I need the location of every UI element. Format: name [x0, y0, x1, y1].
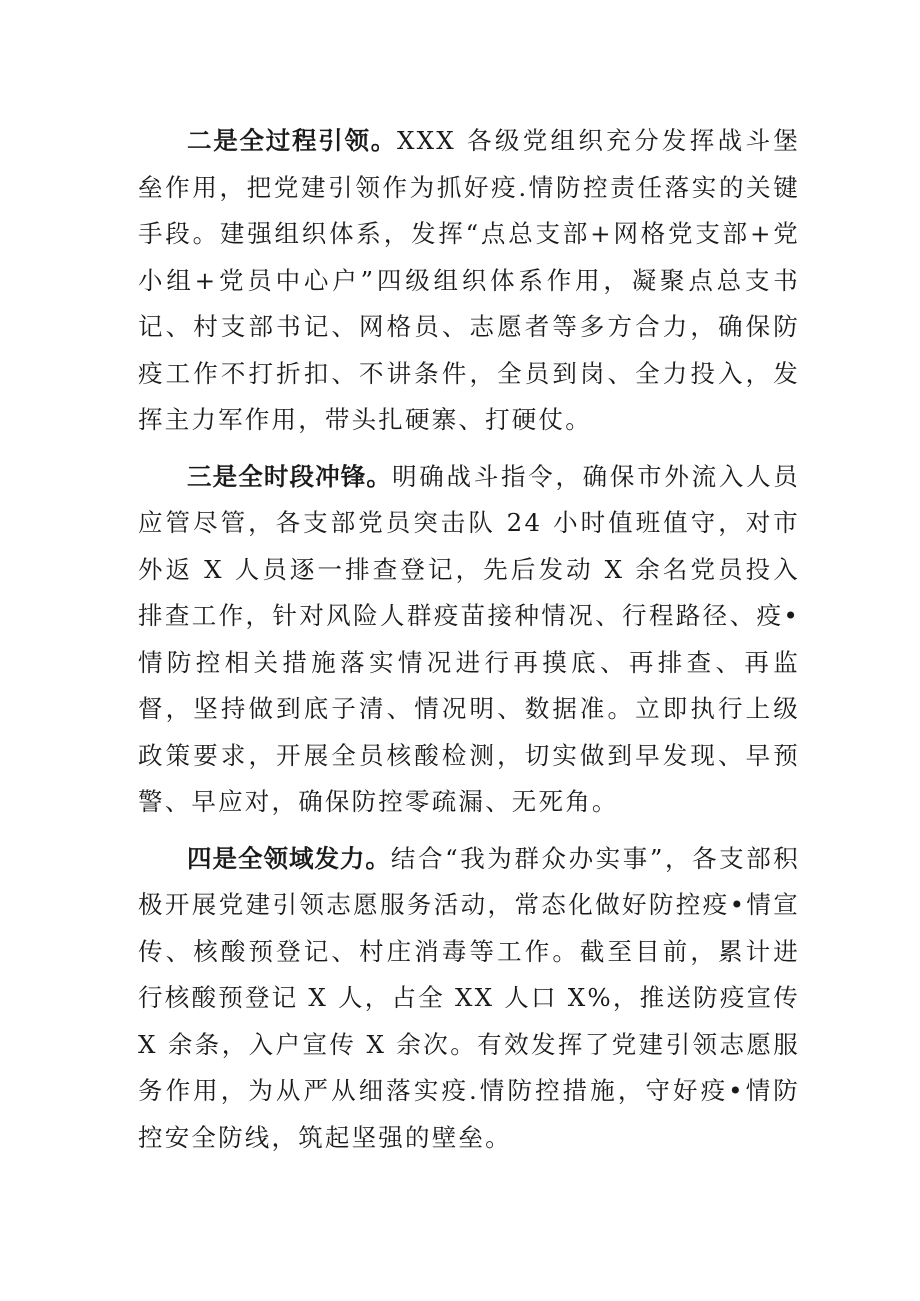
document-body [138, 118, 800, 1171]
paragraph-heading: 四是全领域发力。 [187, 843, 391, 873]
paragraph-heading: 二是全过程引领。 [187, 126, 397, 155]
paragraph-text: XXX 各级党组织充分发挥战斗堡垒作用，把党建引领作为抓好疫.情防控责任落实的关键手段。建强组织体系，发挥“点总支部+网格党支部+党小组+党员中心户”四级组织体系作用，凝聚点总支书记、村支部书记、网格员、志愿者等多方合力，确保防疫工作不打折扣、不讲条件，全员到岗、全力投入，发挥主力军作用，带头扎硬寨、打硬仗。 [138, 126, 800, 434]
paragraph-all-field-effort [138, 836, 800, 1162]
paragraph-heading: 三是全时段冲锋。 [187, 461, 393, 491]
paragraph-text: 结合“我为群众办实事”，各支部积极开展党建引领志愿服务活动，常态化做好防控疫•情宣传、核酸预登记、村庄消毒等工作。截至目前，累计进行核酸预登记 X 人，占全 XX 人口 X%，推送防疫宣传 X 余条，入户宣传 X 余次。有效发挥了党建引领志愿服务作用，为从严从细落实疫.情防控措施，守好疫•情防控安全防线，筑起坚强的壁垒。 [138, 843, 800, 1152]
paragraph-text: 明确战斗指令，确保市外流入人员应管尽管，各支部党员突击队 24 小时值班值守，对市外返 X 人员逐一排查登记，先后发动 X 余名党员投入排查工作，针对风险人群疫苗接种情况、行程路径、疫•情防控相关措施落实情况进行再摸底、再排查、再监督，坚持做到底子清、情况明、数据准。立即执行上级政策要求，开展全员核酸检测，切实做到早发现、早预警、早应对，确保防控零疏漏、无死角。 [138, 461, 800, 816]
paragraph-all-process-leadership [138, 118, 800, 444]
paragraph-all-time-charge [138, 454, 800, 826]
